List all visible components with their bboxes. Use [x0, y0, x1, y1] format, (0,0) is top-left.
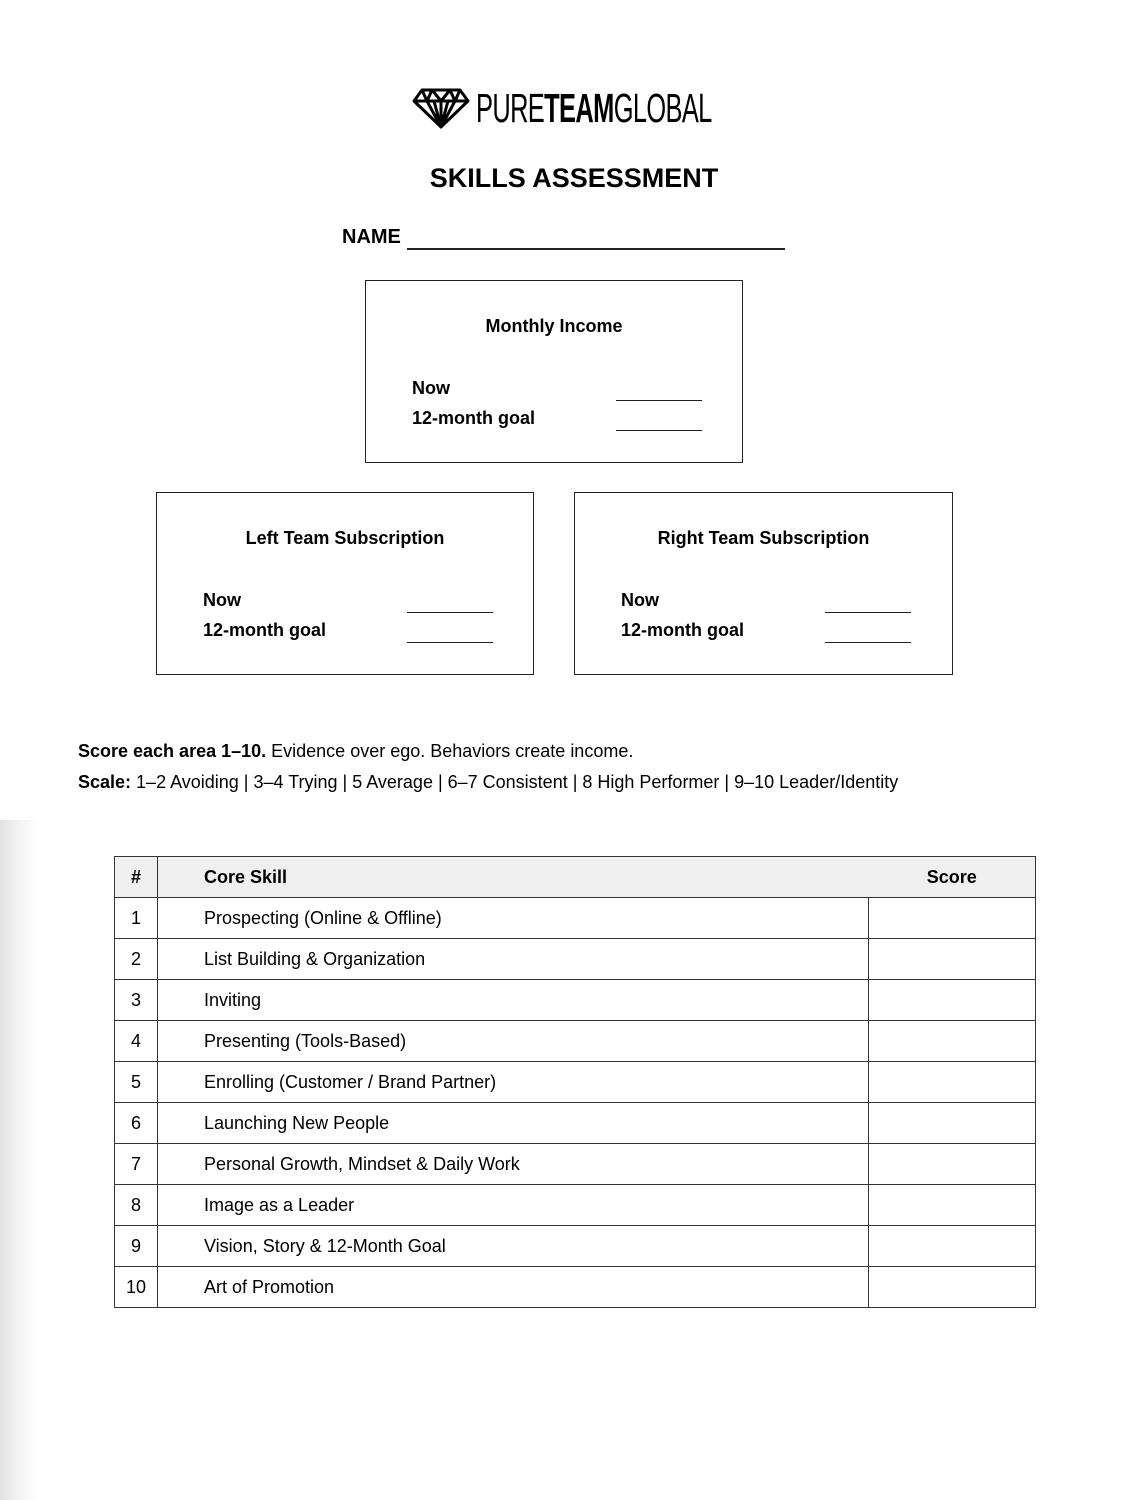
- instructions-line-1: [78, 741, 633, 762]
- logo-text: [476, 86, 712, 130]
- row-score-cell[interactable]: [869, 1185, 1036, 1226]
- logo: [412, 86, 856, 130]
- right-now-field[interactable]: [825, 612, 911, 613]
- row-number: 8: [115, 1185, 158, 1226]
- table-row: [115, 1062, 1036, 1103]
- right-team-title: Right Team Subscription: [657, 528, 870, 548]
- table-header-row: [115, 857, 1036, 898]
- income-now-field[interactable]: [616, 400, 702, 401]
- right-goal-field[interactable]: [825, 642, 911, 643]
- table-row: [115, 1267, 1036, 1308]
- row-number: 10: [115, 1267, 158, 1308]
- row-skill: Enrolling (Customer / Brand Partner): [158, 1062, 869, 1103]
- logo-text-pure: PURE: [476, 85, 545, 131]
- left-team-title: Left Team Subscription: [245, 528, 445, 548]
- row-skill: Personal Growth, Mindset & Daily Work: [158, 1144, 869, 1185]
- row-number: 3: [115, 980, 158, 1021]
- page-title: SKILLS ASSESSMENT: [429, 163, 719, 193]
- right-now-label: Now: [621, 590, 659, 610]
- instructions-line-1-bold: Score each area 1–10.: [78, 741, 267, 761]
- page-edge-shadow: [0, 820, 40, 1500]
- table-row: [115, 1144, 1036, 1185]
- row-skill: Launching New People: [158, 1103, 869, 1144]
- row-score-cell[interactable]: [869, 1021, 1036, 1062]
- scale-line: [78, 772, 898, 793]
- monthly-income-title: Monthly Income: [485, 316, 623, 336]
- table-row: [115, 898, 1036, 939]
- name-input-line[interactable]: [407, 248, 785, 250]
- scale-label: Scale:: [78, 772, 132, 792]
- table-row: [115, 980, 1036, 1021]
- left-team-box: [156, 492, 534, 675]
- row-skill: Prospecting (Online & Offline): [158, 898, 869, 939]
- diamond-icon: [412, 87, 470, 129]
- row-skill: Inviting: [158, 980, 869, 1021]
- income-goal-field[interactable]: [616, 430, 702, 431]
- income-now-label: Now: [412, 378, 450, 398]
- income-goal-label: 12-month goal: [412, 408, 536, 428]
- header-score: Score: [869, 857, 1036, 898]
- row-score-cell[interactable]: [869, 980, 1036, 1021]
- table-row: [115, 939, 1036, 980]
- table-row: [115, 1226, 1036, 1267]
- row-number: 9: [115, 1226, 158, 1267]
- table-row: [115, 1185, 1036, 1226]
- right-team-box: [574, 492, 953, 675]
- row-skill: Image as a Leader: [158, 1185, 869, 1226]
- row-score-cell[interactable]: [869, 1062, 1036, 1103]
- right-goal-label: 12-month goal: [621, 620, 745, 640]
- header-core-skill: Core Skill: [158, 857, 869, 898]
- skills-table: [114, 856, 1036, 1308]
- row-skill: Vision, Story & 12-Month Goal: [158, 1226, 869, 1267]
- row-number: 5: [115, 1062, 158, 1103]
- row-score-cell[interactable]: [869, 1226, 1036, 1267]
- left-now-field[interactable]: [407, 612, 493, 613]
- row-skill: List Building & Organization: [158, 939, 869, 980]
- row-number: 1: [115, 898, 158, 939]
- header-number: #: [115, 857, 158, 898]
- monthly-income-box: [365, 280, 743, 463]
- logo-text-team: TEAM: [544, 85, 614, 131]
- row-number: 6: [115, 1103, 158, 1144]
- row-score-cell[interactable]: [869, 1103, 1036, 1144]
- table-row: [115, 1103, 1036, 1144]
- instructions-line-1-text: Evidence over ego. Behaviors create income.: [266, 741, 634, 761]
- row-score-cell[interactable]: [869, 939, 1036, 980]
- row-number: 7: [115, 1144, 158, 1185]
- left-goal-label: 12-month goal: [203, 620, 327, 640]
- name-label: NAME: [342, 226, 401, 248]
- table-row: [115, 1021, 1036, 1062]
- row-skill: Presenting (Tools-Based): [158, 1021, 869, 1062]
- row-skill: Art of Promotion: [158, 1267, 869, 1308]
- scale-text: 1–2 Avoiding | 3–4 Trying | 5 Average | 6–7 Consistent | 8 High Performer | 9–10 Leader/Identity: [131, 772, 899, 792]
- logo-text-global: GLOBAL: [613, 85, 712, 131]
- row-score-cell[interactable]: [869, 1267, 1036, 1308]
- row-score-cell[interactable]: [869, 1144, 1036, 1185]
- row-number: 4: [115, 1021, 158, 1062]
- left-goal-field[interactable]: [407, 642, 493, 643]
- row-score-cell[interactable]: [869, 898, 1036, 939]
- row-number: 2: [115, 939, 158, 980]
- left-now-label: Now: [203, 590, 241, 610]
